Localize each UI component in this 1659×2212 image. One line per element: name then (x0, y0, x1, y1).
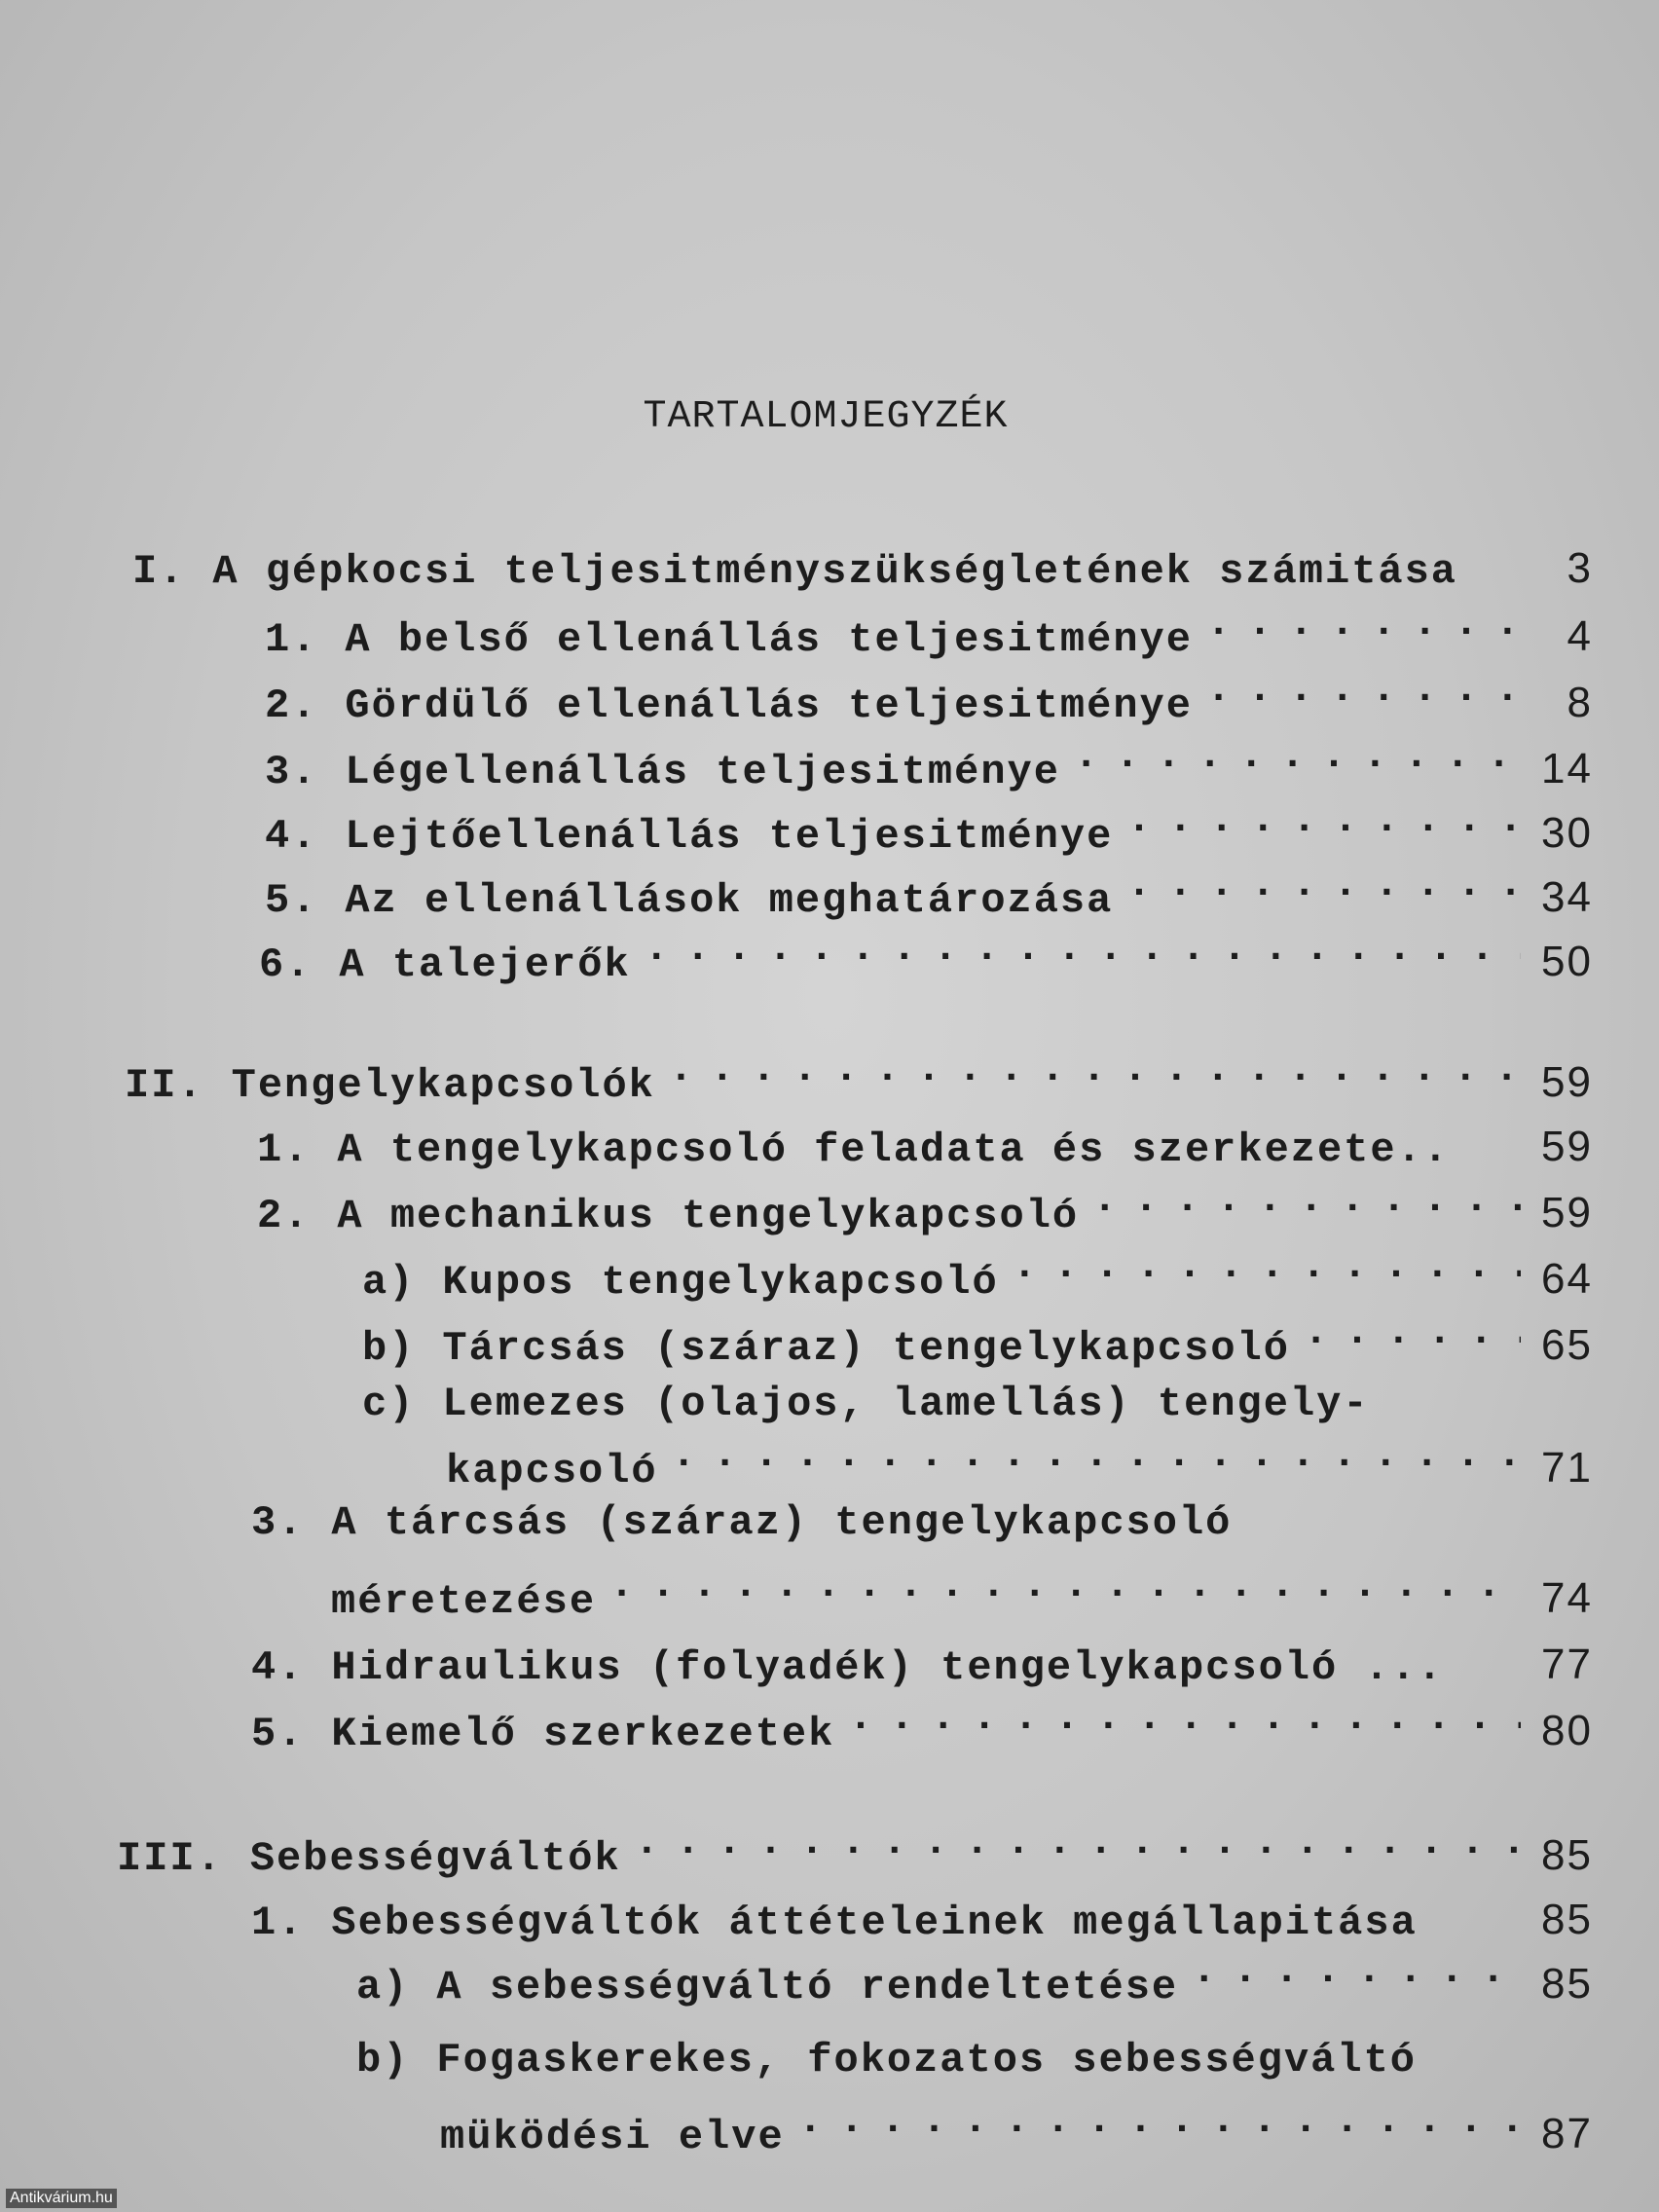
item-text: A tárcsás (száraz) tengelykapcsoló (331, 1499, 1233, 1546)
dot-leader (635, 1815, 1521, 1869)
item-text: A mechanikus tengelykapcsoló (337, 1193, 1080, 1239)
page-number: 64 (1541, 1255, 1593, 1303)
section-title: Sebességváltók (249, 1835, 621, 1882)
page-number: 85 (1541, 1960, 1593, 2008)
toc-item (265, 728, 1593, 795)
item-text: Hidraulikus (folyadék) tengelykapcsoló ... (331, 1644, 1444, 1691)
item-number: 1. (265, 616, 318, 663)
toc-section-1 (132, 528, 1593, 595)
page-number: 87 (1541, 2110, 1593, 2157)
dot-leader (609, 1558, 1521, 1612)
toc-item (257, 1106, 1593, 1173)
section-title: A gépkocsi teljesitményszükségletének számitása (212, 548, 1458, 595)
toc-item (362, 1377, 1593, 1431)
toc-section-2 (125, 1042, 1593, 1109)
section-number: II. (125, 1062, 204, 1109)
item-number: b) (356, 2037, 410, 2083)
dot-leader (1192, 1943, 1521, 1998)
item-number: b) (362, 1325, 416, 1372)
toc-item (251, 1879, 1593, 1946)
toc-item (356, 2033, 1593, 2087)
toc-item-continuation (446, 1427, 1593, 1494)
page-number: 59 (1541, 1189, 1593, 1236)
page-number: 74 (1541, 1574, 1593, 1622)
dot-leader (645, 921, 1521, 976)
item-number: a) (362, 1259, 416, 1306)
page-number: 85 (1541, 1896, 1593, 1943)
dot-leader (798, 2093, 1521, 2148)
page-number: 14 (1541, 745, 1593, 793)
item-number: 1. (257, 1126, 311, 1173)
page-number: 65 (1541, 1321, 1593, 1369)
toc-item (362, 1238, 1593, 1306)
watermark-footer: Antikvárium.hu (6, 2189, 117, 2208)
item-text: Légellenállás teljesitménye (345, 749, 1060, 795)
item-number: 3. (265, 749, 318, 795)
item-number: 4. (251, 1644, 305, 1691)
dot-leader (1206, 596, 1521, 650)
toc-section-3 (117, 1815, 1593, 1882)
dot-leader (1126, 793, 1521, 847)
page-number: 85 (1541, 1831, 1593, 1879)
toc-item (265, 596, 1593, 663)
page-number: 30 (1541, 809, 1593, 857)
dot-leader (1074, 728, 1521, 783)
item-number: 5. (265, 877, 318, 924)
item-text: Gördülő ellenállás teljesitménye (345, 682, 1193, 729)
dot-leader (669, 1042, 1521, 1096)
section-title: Tengelykapcsolók (231, 1062, 655, 1109)
toc-item (251, 1495, 1593, 1550)
item-number: 5. (251, 1711, 305, 1757)
item-number: 2. (257, 1193, 311, 1239)
item-text-continued: müködési elve (440, 2114, 785, 2160)
item-text: Lejtőellenállás teljesitménye (345, 813, 1114, 860)
item-number: 2. (265, 682, 318, 729)
dot-leader (1304, 1305, 1521, 1359)
page-title: TARTALOMJEGYZÉK (643, 395, 1009, 439)
item-text: Tárcsás (száraz) tengelykapcsoló (442, 1325, 1290, 1372)
item-text: Az ellenállások meghatározása (345, 877, 1114, 924)
item-number: 1. (251, 1899, 305, 1946)
item-text: Kupos tengelykapcsoló (442, 1259, 999, 1306)
item-number: c) (362, 1381, 416, 1427)
toc-item (259, 921, 1593, 988)
section-number: III. (117, 1835, 223, 1882)
page-number: 3 (1567, 544, 1593, 592)
toc-item (356, 1943, 1593, 2010)
dot-leader (672, 1427, 1521, 1482)
item-text: A belső ellenállás teljesitménye (345, 616, 1193, 663)
toc-item (251, 1624, 1593, 1691)
item-text: Sebességváltók áttételeinek megállapitása (331, 1899, 1418, 1946)
toc-item-continuation (440, 2093, 1593, 2160)
toc-item (265, 857, 1593, 924)
item-text: A tengelykapcsoló feladata és szerkezete.. (337, 1126, 1450, 1173)
toc-item (257, 1172, 1593, 1239)
dot-leader (1126, 857, 1521, 911)
page-number: 77 (1541, 1641, 1593, 1688)
dot-leader (1013, 1238, 1521, 1293)
page-number: 71 (1541, 1444, 1593, 1492)
item-text: Kiemelő szerkezetek (331, 1711, 835, 1757)
toc-item (251, 1690, 1593, 1757)
item-number: 6. (259, 941, 313, 988)
dot-leader (848, 1690, 1521, 1745)
page-number: 59 (1541, 1123, 1593, 1170)
item-text: Lemezes (olajos, lamellás) tengely- (442, 1381, 1370, 1427)
item-number: a) (356, 1964, 410, 2010)
toc-item (265, 793, 1593, 860)
item-text: A talejerők (339, 941, 631, 988)
page-number: 4 (1567, 612, 1593, 660)
toc-item (265, 662, 1593, 729)
page-number: 80 (1541, 1707, 1593, 1754)
item-number: 3. (251, 1499, 305, 1546)
page-number: 59 (1541, 1058, 1593, 1106)
page-number: 50 (1541, 938, 1593, 985)
item-text: A sebességváltó rendeltetése (436, 1964, 1179, 2010)
item-text: Fogaskerekes, fokozatos sebességváltó (436, 2037, 1417, 2083)
item-number: 4. (265, 813, 318, 860)
item-text-continued: kapcsoló (446, 1448, 658, 1494)
page-number: 34 (1541, 873, 1593, 921)
dot-leader (1206, 662, 1521, 717)
toc-item (362, 1305, 1593, 1372)
toc-item-continuation (331, 1558, 1593, 1625)
item-text-continued: méretezése (331, 1578, 597, 1625)
page-number: 8 (1567, 679, 1593, 726)
dot-leader (1092, 1172, 1521, 1227)
section-number: I. (132, 548, 186, 595)
